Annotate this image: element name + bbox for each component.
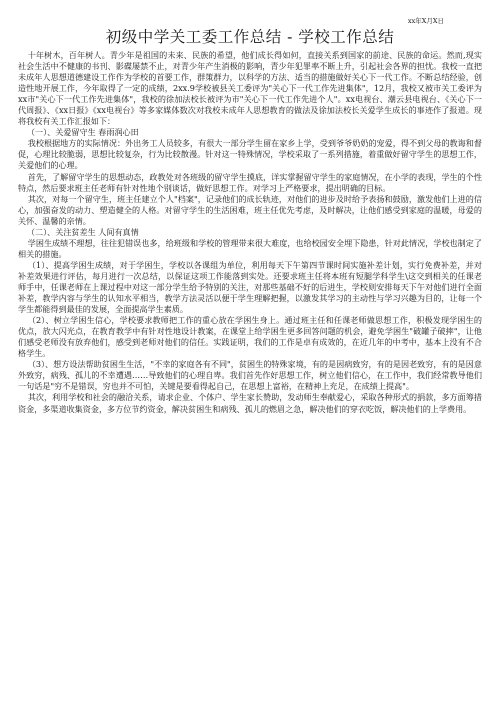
document-body (18, 50, 482, 415)
section-heading: （一）、关爱留守生 春雨润心田 (26, 127, 139, 138)
body-paragraph: 我校根据地方的实际情况：外出务工人员较多，有很大一部分学生留在家乡上学，受到爷爷奶奶的宠爱，得不到父母的教诲和督促，心理比较脆弱，思想比较复杂，行为比较散漫。针对这一特殊情况，学校采取了一系列措施，着重做好留守学生的思想工作，关爱他们的心理。 (18, 138, 482, 171)
body-paragraph: （3）、想方设法帮助贫困生生活，"不幸的家庭各有不同"，贫困生的特殊家境，有的是因病致穷，有的是因老致穷，有的是因意外致穷，病残、孤儿的不幸遭遇……导致他们的心理自卑。我们首先作好思想工作，树立他们信心，在工作中，我们经常教导他们一句话是"穷不是错误，穷也并不可怕，关键是要看得起自己，在思想上富裕，在精神上充足，在成绩上提高"。 (18, 359, 482, 392)
body-paragraph: 十年树木，百年树人。青少年是祖国的未来、民族的希望，他们成长得如何，直接关系到国家的前途、民族的命运。然而,现实社会生活中不健康的书刊、影碟屡禁不止，对青少年产生消极的影响，青少年犯罪率不断上升，引起社会各界的担忧。我校一直把未成年人思想道德建设工作作为学校的首要工作，群策群力，以科学的方法、适当的措施做好关心下一代工作。不断总结经验，创造性地开展工作，今年取得了一定的成绩，2xx.9学校被县关工委评为"关心下一代工作先进集体"，12月，我校又被市关工委评为xx市"关心下一代工作先进集体"，我校的徐加法校长被评为市"关心下一代工作先进个人"。xx电视台、潮云县电视台、《关心下一代周报》、《xx日报》《xx电视台》等多家媒体数次对我校未成年人思想教育的做法及徐加法校长关爱学生成长的事迹作了报道。现将我校有关工作汇报如下： (18, 50, 482, 127)
body-paragraph: 其次，对每一个留守生，班主任建立个人"档案"，记录他们的成长轨迹，对他们的进步及时给予表扬和鼓励，激发他们上进的信心，加强奋发的动力、塑造健全的人格。对留守学生的生活困难，班主任优先考虑，及时解决，让他们感受到家庭的温暖，母爱的关怀、温馨的亲情。 (18, 193, 482, 226)
body-paragraph: 其次，利用学校和社会的融洽关系，请求企业、个体户、学生家长赞助，发动师生奉献爱心，采取各种形式的捐款，多方面筹措资金，多渠道收集资金，多方位节约资金，解决贫困生和病残、孤儿的燃眉之急，解决他们的穿衣吃饭，解决他们的上学费用。 (18, 392, 482, 414)
document-title: 初级中学关工委工作总结 - 学校工作总结 (105, 28, 395, 46)
body-paragraph: （2）、树立学困生信心，学校要求教师把工作的重心放在学困生身上。通过班主任和任课老师做思想工作，积极发现学困生的优点，放大闪光点，在教育教学中有针对性地设计教案，在课堂上给学困生更多回答问题的机会，避免学困生"破罐子破摔"，让他们感受老师没有放弃他们，感受到老师对他们的信任。实践证明，我们的工作是卓有成效的，在近几年的中考中，基本上没有不合格学生。 (18, 315, 482, 359)
body-paragraph: （1）、提高学困生成绩，对于学困生，学校以各课组为单位，利用每天下午第四节课时间实施补差计划，实行免费补差，并对补差效果进行评估，每月进行一次总结，以保证这项工作能落到实处。还要求班主任将本班有短腿学科学生\这交到相关的任课老师手中，任课老师在上课过程中对这一部分学生给予特别的关注，对那些基础不好的后进生，学校则安排每天下午对他们进行全面补差，教学内容与学生的认知水平相当，教学方法灵活以便于学生理解把握，以激发其学习的主动性与学习兴趣为目的，让每一个学生都能得到最佳的发展，全面提高学生素质。 (18, 259, 482, 315)
body-paragraph: 首先，了解留守学生的思想动态，政教处对各班级的留守学生摸底，详实掌握留守学生的家庭情况，在小学的表现，学生的个性特点，然后要求班主任老师有针对性地个别谈话，做好思想工作。对学习上严格要求，提出明确的目标。 (18, 171, 482, 193)
body-paragraph: 学困生成绩不理想，往往犯错误也多，给班级和学校的管理带来很大难度，也给校园安全埋下隐患，针对此情况，学校也制定了相关的措施。 (18, 237, 482, 259)
section-heading: （二）、关注贫差生 人间有真情 (26, 226, 139, 237)
document-date: xx年X月X日 (407, 17, 444, 25)
